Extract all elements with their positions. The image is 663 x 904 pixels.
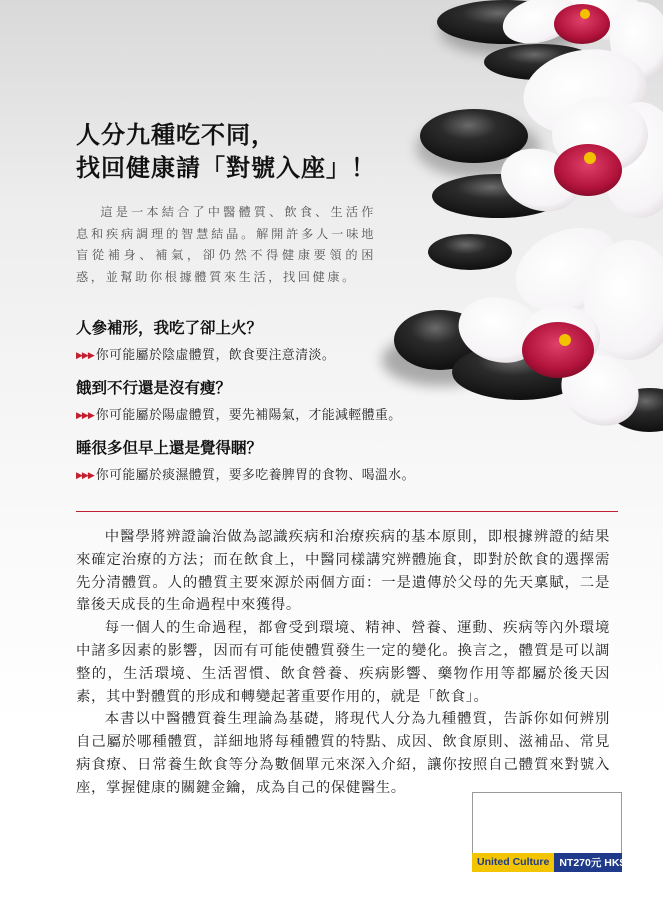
answer-label: 你可能屬於陰虛體質，飲食要注意清淡。 <box>95 348 336 363</box>
qa-item <box>76 378 476 425</box>
triple-arrow-icon: ▶▶▶ <box>76 411 94 421</box>
qa-item <box>76 438 476 485</box>
publisher-logo: United Culture <box>472 853 554 872</box>
question-text: 人參補形，我吃了卻上火？ <box>76 318 263 337</box>
question-text: 睡很多但早上還是覺得睏？ <box>76 438 263 457</box>
triple-arrow-icon: ▶▶▶ <box>76 351 94 361</box>
body-paragraph: 中醫學將辨證論治做為認識疾病和治療疾病的基本原則，即根據辨證的結果來確定治療的方法；而在飲食上，中醫同樣講究辨體施食，即對於飲食的選擇需先分清體質。人的體質主要來源於兩個方面：一是遺傳於父母的先天稟賦，二是靠後天成長的生命過程中來獲得。 <box>76 529 610 614</box>
question-text: 餓到不行還是沒有瘦？ <box>76 378 232 397</box>
headline-line-2: 找回健康請「對號入座」！ <box>76 153 376 182</box>
answer-text <box>76 347 476 365</box>
body-paragraph: 本書以中醫體質養生理論為基礎，將現代人分為九種體質，告訴你如何辨別自己屬於哪種體質，詳細地將每種體質的特點、成因、飲食原則、滋補品、常見病食療、日常養生飲食等分為數個單元來深入介紹，讓你按照自己體質來對號入座，掌握健康的關鍵金鑰，成為自己的保健醫生。 <box>76 711 610 796</box>
intro-paragraph: 這是一本結合了中醫體質、飲食、生活作息和疾病調理的智慧結晶。解開許多人一味地盲從補身、補氣，卻仍然不得健康要領的困惑，並幫助你根據體質來生活，找回健康。 <box>76 205 376 284</box>
body-text <box>76 526 610 800</box>
triple-arrow-icon: ▶▶▶ <box>76 471 94 481</box>
answer-label: 你可能屬於痰濕體質，要多吃養脾胃的食物、喝溫水。 <box>95 468 415 483</box>
answer-text <box>76 467 476 485</box>
body-paragraph: 每一個人的生命過程，都會受到環境、精神、營養、運動、疾病等內外環境中諸多因素的影響，因而有可能使體質發生一定的變化。換言之，體質是可以調整的，生活環境、生活習慣、飲食營養、疾病影響、藥物作用等都屬於後天因素，其中對體質的形成和轉變起著重要作用的，就是「飲食」。 <box>76 620 610 705</box>
price-tag <box>472 853 637 872</box>
qa-list <box>76 318 476 498</box>
price-label: NT270元 HK$84 <box>559 857 637 869</box>
stone <box>428 234 512 270</box>
qa-item <box>76 318 476 365</box>
headline-line-1: 人分九種吃不同， <box>76 120 276 149</box>
headline <box>76 118 376 184</box>
answer-text <box>76 407 476 425</box>
section-divider <box>76 511 618 512</box>
answer-label: 你可能屬於陽虛體質，要先補陽氣，才能減輕體重。 <box>95 408 402 423</box>
